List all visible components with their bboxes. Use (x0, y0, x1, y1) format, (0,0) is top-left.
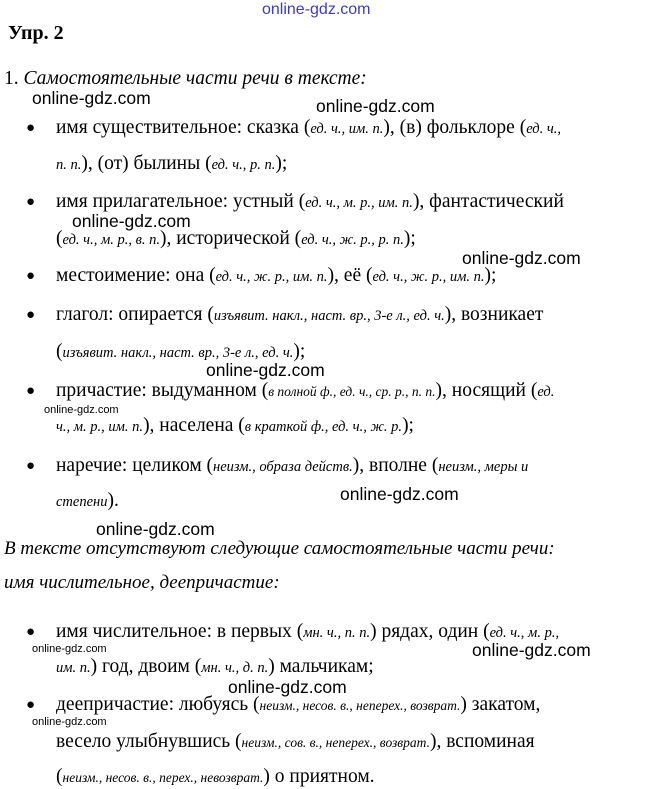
watermark: online-gdz.com (32, 716, 107, 728)
list-item-gerund: деепричастие: любуясь (неизм., несов. в., неперех., возврат.) закатом, (56, 694, 541, 715)
list-item-adjective: имя прилагательное: устный (ед. ч., м. р., им. п.), фантастический (56, 191, 564, 212)
watermark: online-gdz.com (316, 96, 435, 116)
watermark: online-gdz.com (462, 248, 581, 268)
watermark: online-gdz.com (472, 640, 591, 660)
watermark: online-gdz.com (206, 360, 325, 380)
bullet-icon: ● (26, 120, 36, 136)
watermark: online-gdz.com (44, 404, 119, 416)
absent-text: В тексте отсутствуют следующие самостоятельные части речи: (4, 538, 555, 559)
list-item-adjective-cont: (ед. ч., м. р., в. п.), исторической (ед. ч., ж. р., р. п.); (56, 228, 416, 249)
list-item-participle: причастие: выдуманном (в полной ф., ед. ч., ср. р., п. п.), носящий (ед. (56, 380, 555, 401)
watermark: online-gdz.com (32, 88, 151, 108)
watermark: online-gdz.com (32, 643, 107, 655)
watermark: online-gdz.com (228, 677, 347, 697)
watermark-top: online-gdz.com (262, 1, 371, 18)
section-title (4, 68, 367, 90)
bullet-icon: ● (26, 458, 36, 474)
bullet-icon: ● (26, 624, 36, 640)
list-item-participle-cont: ч., м. р., им. п.), населена (в краткой ф., ед. ч., ж. р.); (56, 415, 414, 436)
exercise-title: Упр. 2 (8, 22, 64, 44)
list-item-adverb-cont: степени). (56, 490, 119, 511)
watermark: online-gdz.com (340, 484, 459, 504)
list-item-numeral-cont: им. п.) год, двоим (мн. ч., д. п.) мальчикам; (56, 656, 374, 677)
absent-text-cont: имя числительное, деепричастие: (4, 572, 280, 593)
bullet-icon: ● (26, 194, 36, 210)
bullet-icon: ● (26, 697, 36, 713)
list-item-noun-cont: п. п.), (от) былины (ед. ч., р. п.); (56, 153, 288, 174)
watermark: online-gdz.com (96, 519, 215, 539)
list-item-verb: глагол: опирается (изъявит. накл., наст. вр., 3-е л., ед. ч.), возникает (56, 304, 544, 325)
section-number: 1. (4, 68, 19, 89)
list-item-pronoun: местоимение: она (ед. ч., ж. р., им. п.), её (ед. ч., ж. р., им. п.); (56, 265, 497, 286)
list-item-verb-cont: (изъявит. накл., наст. вр., 3-е л., ед. ч.); (56, 341, 306, 362)
list-item-noun: имя существительное: сказка (ед. ч., им. п.), (в) фольклоре (ед. ч., (56, 117, 562, 138)
bullet-icon: ● (26, 268, 36, 284)
list-item-gerund-cont: весело улыбнувшись (неизм., сов. в., неперех., возврат.), вспоминая (56, 731, 535, 752)
list-item-numeral: имя числительное: в первых (мн. ч., п. п.) рядах, один (ед. ч., м. р., (56, 621, 560, 642)
bullet-icon: ● (26, 307, 36, 323)
section-title-text: Самостоятельные части речи в тексте: (23, 68, 367, 89)
watermark: online-gdz.com (72, 211, 191, 231)
list-item-gerund-cont2: (неизм., несов. в., перех., невозврат.) о приятном. (56, 766, 375, 787)
list-item-adverb: наречие: целиком (неизм., образа действ.), вполне (неизм., меры и (56, 455, 529, 476)
bullet-icon: ● (26, 383, 36, 399)
